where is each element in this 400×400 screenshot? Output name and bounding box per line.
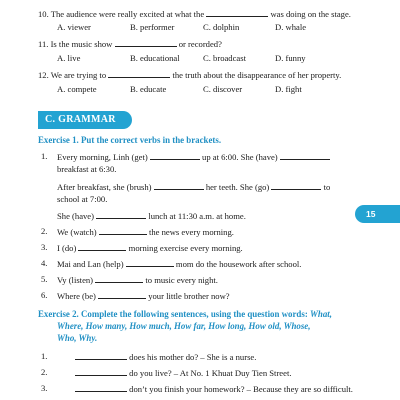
ex1-item1-line5 (57, 210, 246, 221)
item-number: 2. (41, 226, 48, 236)
item-text: to music every night. (145, 275, 218, 285)
answer-blank[interactable] (206, 8, 268, 17)
answer-blank[interactable] (115, 38, 177, 47)
answer-blank[interactable] (75, 383, 127, 392)
question-text: 10. The audience were really excited at what the (38, 9, 205, 19)
section-title: C. GRAMMAR (45, 114, 116, 125)
option-a[interactable]: A. live (57, 53, 81, 63)
item-text: mom do the housework after school. (175, 259, 302, 269)
item-number: 2. (41, 367, 48, 377)
exercise-1-title: Exercise 1. Put the correct verbs in the brackets. (38, 135, 222, 145)
answer-blank[interactable] (150, 151, 200, 160)
question-words: Who, Why. (57, 333, 98, 343)
exercise-title-text: Exercise 2. Complete the following sentences, using the question words: (38, 309, 308, 319)
item-number: 3. (41, 383, 48, 393)
ex2-item1 (75, 351, 256, 362)
question-12 (38, 69, 341, 80)
option-b[interactable]: B. educate (130, 84, 167, 94)
item-number: 1. (41, 351, 48, 361)
item-text: I (do) (57, 243, 77, 253)
item-text: Mai and Lan (help) (57, 259, 124, 269)
item-text: don’t you finish your homework? – Because they are so difficult. (129, 384, 353, 394)
item-text: Vy (listen) (57, 275, 94, 285)
answer-blank[interactable] (271, 181, 321, 190)
item-number: 5. (41, 274, 48, 284)
question-text: 11. Is the music show (38, 39, 113, 49)
item-text: Where (be) (57, 291, 96, 301)
answer-blank[interactable] (95, 274, 143, 283)
question-text: or recorded? (178, 39, 222, 49)
answer-blank[interactable] (98, 290, 146, 299)
ex2-item3 (75, 383, 353, 394)
answer-blank[interactable] (108, 69, 170, 78)
item-text: the news every morning. (148, 227, 234, 237)
item-text: your little brother now? (148, 291, 230, 301)
answer-blank[interactable] (75, 351, 127, 360)
item-text: her teeth. She (go) (205, 182, 270, 192)
option-c[interactable]: C. discover (203, 84, 243, 94)
item-text: We (watch) (57, 227, 97, 237)
answer-blank[interactable] (154, 181, 204, 190)
item-text: After breakfast, she (brush) (57, 182, 152, 192)
question-text: was doing on the stage. (270, 9, 351, 19)
option-b[interactable]: B. educational (130, 53, 180, 63)
ex1-item6 (57, 290, 230, 301)
ex1-item2 (57, 226, 234, 237)
ex1-item1-line1 (57, 151, 330, 162)
item-text: to (323, 182, 331, 192)
ex1-item3 (57, 242, 243, 253)
option-a[interactable]: A. viewer (57, 22, 91, 32)
option-c[interactable]: C. broadcast (203, 53, 246, 63)
ex1-item1-line2: breakfast at 6:30. (57, 164, 117, 174)
item-number: 6. (41, 290, 48, 300)
question-text: 12. We are trying to (38, 70, 107, 80)
option-b[interactable]: B. performer (130, 22, 175, 32)
question-words: Where, How many, How much, How far, How long, How old, Whose, (57, 321, 311, 331)
question-11 (38, 38, 222, 49)
answer-blank[interactable] (96, 210, 146, 219)
item-text: do you live? – At No. 1 Khuat Duy Tien Street. (129, 368, 292, 378)
page-number: 15 (366, 209, 376, 219)
exercise-2-title-line3 (57, 333, 97, 343)
item-text: She (have) (57, 211, 94, 221)
ex1-item1-line4: school at 7:00. (57, 194, 108, 204)
exercise-2-title-line1 (38, 309, 332, 319)
option-a[interactable]: A. compete (57, 84, 97, 94)
ex1-item5 (57, 274, 218, 285)
ex1-item1-line3 (57, 181, 330, 192)
item-text: lunch at 11:30 a.m. at home. (148, 211, 246, 221)
page-number-tab (355, 205, 400, 223)
exercise-2-title-line2 (57, 321, 310, 331)
answer-blank[interactable] (75, 367, 127, 376)
answer-blank[interactable] (126, 258, 174, 267)
ex2-item2 (75, 367, 291, 378)
item-text: does his mother do? – She is a nurse. (129, 352, 257, 362)
option-d[interactable]: D. fight (275, 84, 302, 94)
option-c[interactable]: C. dolphin (203, 22, 240, 32)
option-d[interactable]: D. funny (275, 53, 306, 63)
item-number: 1. (41, 151, 48, 161)
question-words: What, (310, 309, 332, 319)
item-number: 4. (41, 258, 48, 268)
ex1-item4 (57, 258, 301, 269)
item-number: 3. (41, 242, 48, 252)
option-d[interactable]: D. whale (275, 22, 307, 32)
item-text: up at 6:00. She (have) (202, 152, 278, 162)
answer-blank[interactable] (280, 151, 330, 160)
answer-blank[interactable] (78, 242, 126, 251)
question-text: the truth about the disappearance of her property. (172, 70, 342, 80)
answer-blank[interactable] (99, 226, 147, 235)
question-10 (38, 8, 351, 19)
item-text: morning exercise every morning. (128, 243, 243, 253)
item-text: Every morning, Linh (get) (57, 152, 148, 162)
